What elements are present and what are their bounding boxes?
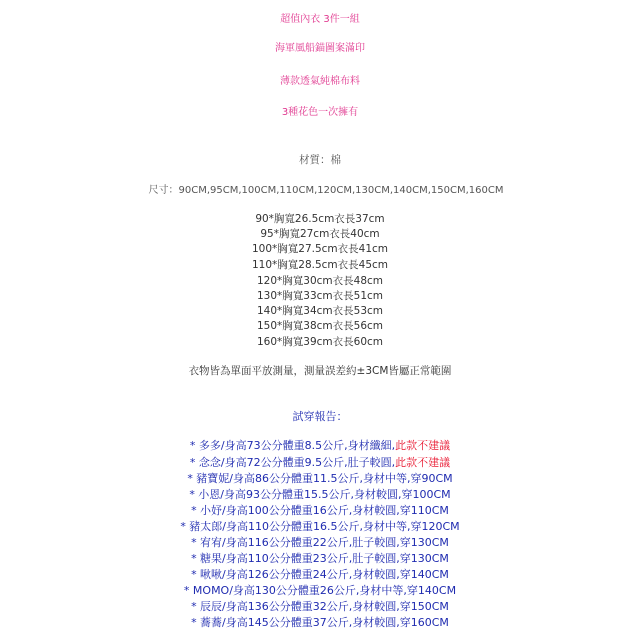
report-row [0,456,640,470]
report-title: 試穿報告： [292,410,348,423]
measurement-note: 衣物皆為單面平放測量，測量誤差約±3CM皆屬正常範圍 [188,365,452,377]
report-text: * MOMO/身高130公分體重26公斤,身材中等,穿140CM [183,584,457,597]
report-text: * 小恩/身高93公分體重15.5公斤,身材較圓,穿100CM [189,488,451,501]
size-row: 140*胸寬34cm衣長53cm [256,305,383,317]
report-text: * 啾啾/身高126公分體重24公斤,身材較圓,穿140CM [191,568,449,581]
intro-line-3: 薄款透氣純棉布料 [280,76,360,87]
size-row: 160*胸寬39cm衣長60cm [256,336,383,348]
report-text: * 蕎蕎/身高145公分體重37公斤,身材較圓,穿160CM [191,616,449,629]
size-row: 130*胸寬33cm衣長51cm [256,290,383,302]
report-row [0,536,640,550]
intro-line-1: 超值內衣 3件一組 [280,14,360,25]
report-row [0,568,640,582]
report-text: * 小妤/身高100公分體重16公斤,身材較圓,穿110CM [191,504,449,517]
report-text: * 宥宥/身高116公分體重22公斤,肚子較圓,穿130CM [191,536,449,549]
size-row: 90*胸寬26.5cm衣長37cm [255,213,385,225]
report-row [0,616,640,630]
intro-line-4: 3種花色一次擁有 [281,107,359,118]
size-row: 150*胸寬38cm衣長56cm [256,320,383,332]
report-warning: 此款不建議 [395,456,451,469]
size-row: 95*胸寬27cm衣長40cm [260,228,380,240]
report-row [0,520,640,534]
report-text: * 辰辰/身高136公分體重32公斤,身材較圓,穿150CM [191,600,449,613]
intro-line-2: 海軍風船錨圖案滿印 [275,43,365,54]
report-row [0,472,640,486]
report-row [0,600,640,614]
report-text: * 念念/身高72公分體重9.5公斤,肚子較圓, [189,456,396,469]
report-text: * 多多/身高73公分體重8.5公斤,身材纖細, [189,439,396,452]
report-text: * 豬寶妮/身高86公分體重11.5公斤,身材中等,穿90CM [187,472,453,485]
size-row: 100*胸寬27.5cm衣長41cm [251,243,389,255]
report-row [0,504,640,518]
report-warning: 此款不建議 [395,439,451,452]
report-row [0,552,640,566]
material-label: 材質：棉 [299,154,341,166]
size-row: 120*胸寬30cm衣長48cm [256,275,383,287]
report-text: * 豬太郎/身高110公分體重16.5公斤,身材中等,穿120CM [180,520,460,533]
size-range: 尺寸：90CM,95CM,100CM,110CM,120CM,130CM,140CM,150CM,160CM [148,185,504,196]
report-row [0,488,640,502]
report-text: * 糖果/身高110公分體重23公斤,肚子較圓,穿130CM [191,552,449,565]
size-row: 110*胸寬28.5cm衣長45cm [251,259,389,271]
report-row [0,584,640,598]
report-row [0,439,640,453]
